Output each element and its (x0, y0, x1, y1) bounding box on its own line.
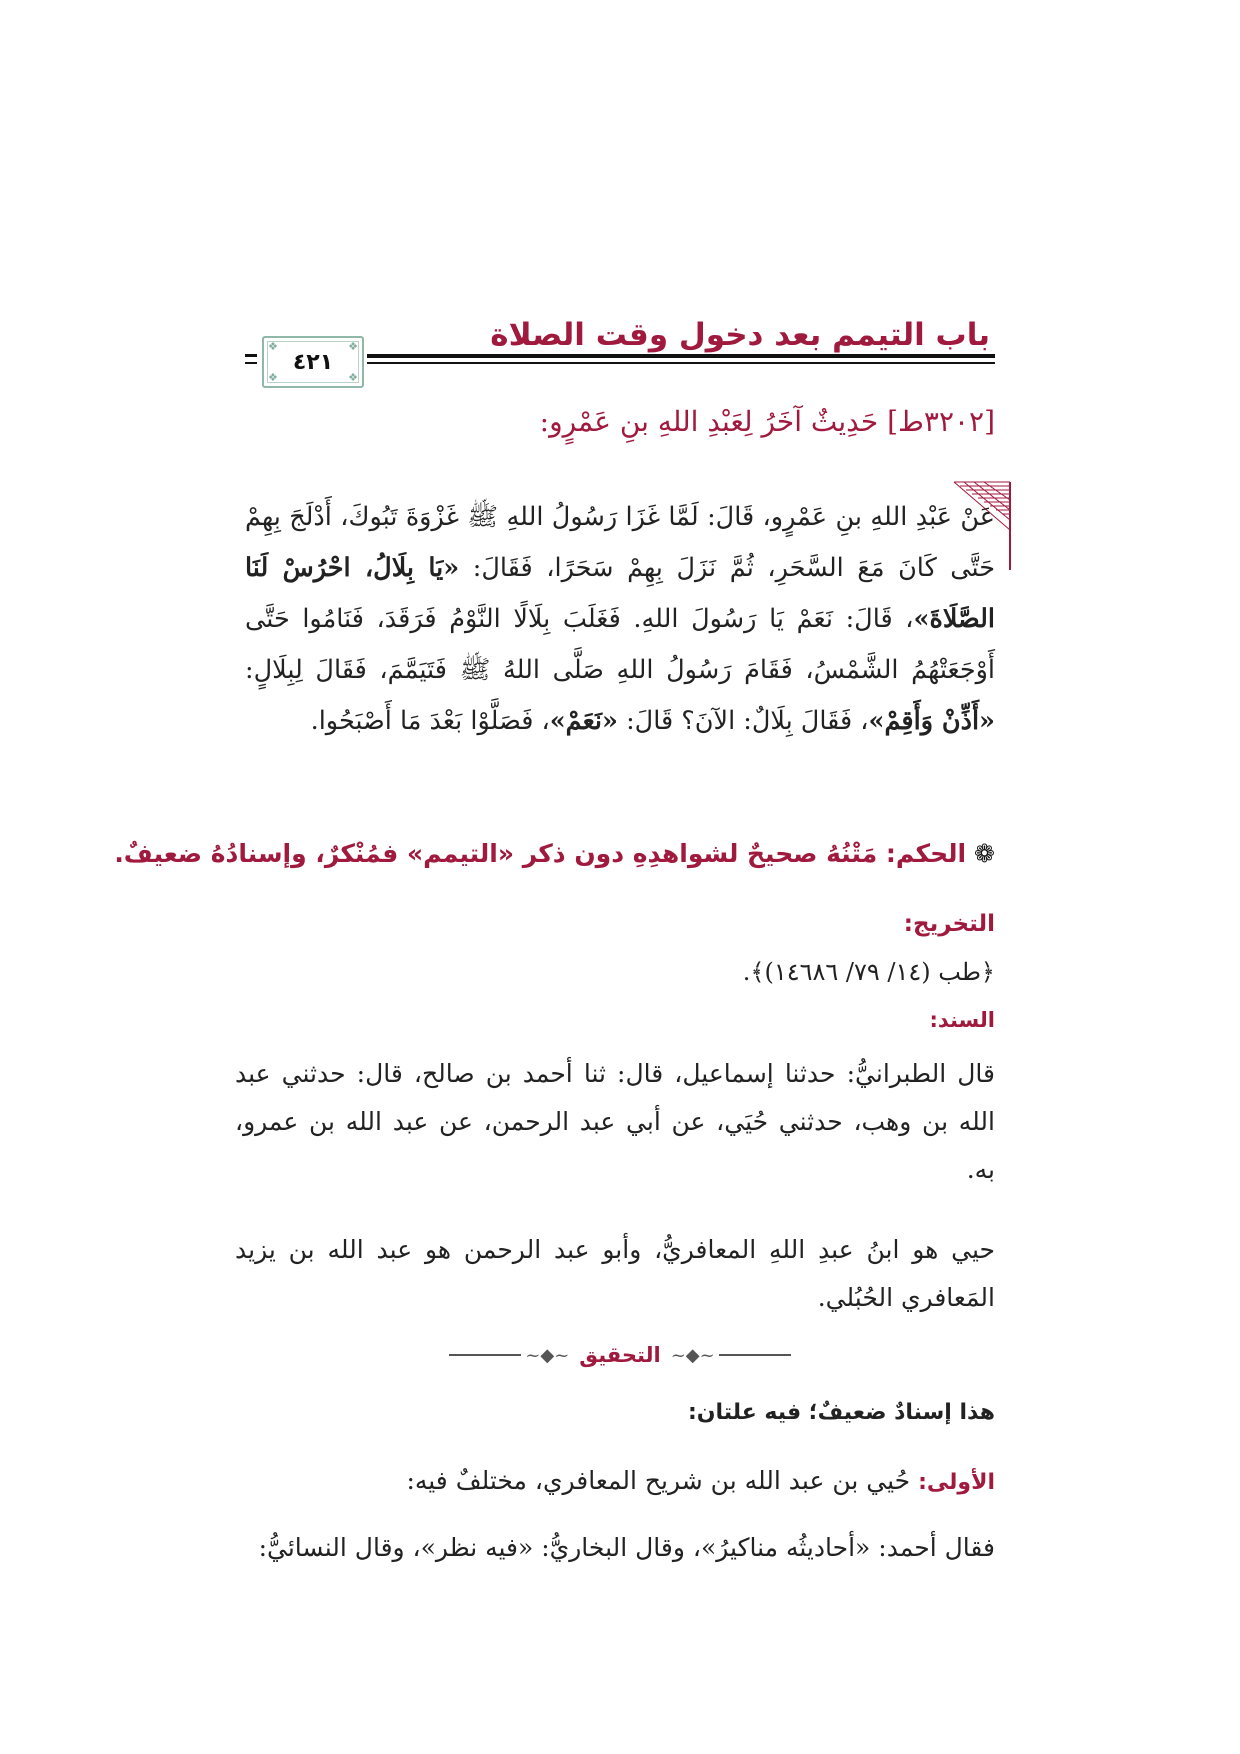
frame-corner-ornament-icon: ❖ (268, 340, 278, 353)
hadith-title (235, 398, 995, 446)
prophet-quote: «يَا بِلَالُ، احْرُسْ لَنَا الصَّلَاةَ» (245, 553, 995, 634)
frame-corner-ornament-icon: ❖ (348, 340, 358, 353)
takhrij-label: التخريج: (903, 911, 995, 937)
page-number-frame (262, 336, 364, 388)
frame-corner-ornament-icon: ❖ (348, 371, 358, 384)
page-number: ٤٢١ (292, 349, 334, 375)
matn-part: ، فَقَالَ بِلَالٌ: الآنَ؟ قَالَ: (626, 706, 869, 736)
sanad-paragraph: قال الطبرانيُّ: حدثنا إسماعيل، قال: ثنا أحمد بن صالح، قال: حدثني عبد الله بن وهب، حدثني حُيَي، عن أبي عبد الرحمن، عن عبد الله بن عمرو، به. (235, 1059, 995, 1184)
matn-part: ، فَصَلَّوْا بَعْدَ مَا أَصْبَحُوا. (310, 706, 550, 736)
prophet-quote: «نَعَمْ» (549, 706, 618, 736)
first-illa (235, 1458, 995, 1504)
tahqiq-heading: هذا إسنادٌ ضعيفٌ؛ فيه علتان: (687, 1400, 995, 1425)
tahqiq-label: التحقيق (579, 1343, 661, 1367)
frame-corner-ornament-icon: ❖ (268, 371, 278, 384)
tahqiq-divider (420, 1338, 820, 1372)
swirl-ornament-icon: ~◆~ (670, 1344, 715, 1366)
flower-bullet-icon: ❁ (974, 839, 995, 868)
critics-quotes: فقال أحمد: «أحاديثُه مناكيرُ»، وقال البخاريُّ: «فيه نظر»، وقال النسائيُّ: (258, 1533, 995, 1562)
matn-part: عَنْ عَبْدِ اللهِ بنِ عَمْرٍو، قَالَ: لَمَّا غَزَا رَسُولُ اللهِ ﷺ غَزْوَةَ تَبُوكَ، أَدْلَجَ بِهِمْ حَتَّى كَانَ مَعَ السَّحَرِ، ثُمَّ نَزَلَ بِهِمْ سَحَرًا، فَقَالَ: (245, 502, 995, 583)
first-illa-text: حُيي بن عبد الله بن شريح المعافري، مختلفٌ فيه: (406, 1466, 911, 1495)
sanad-label: السند: (929, 1008, 995, 1032)
swirl-ornament-icon: ~◆~ (525, 1344, 570, 1366)
hukm-label: الحكم: (885, 839, 967, 868)
header-rule-left-thin (245, 362, 257, 364)
first-illa-label: الأولى: (918, 1470, 995, 1495)
hukm-text: مَتْنُهُ صحيحٌ لشواهدِهِ دون ذكر «التيمم» فمُنْكرٌ، وإسنادُهُ ضعيفٌ. (114, 839, 878, 868)
running-header-title: باب التيمم بعد دخول وقت الصلاة (490, 317, 990, 353)
hadith-matn (245, 492, 995, 747)
header-rule-thick (367, 354, 995, 358)
hadith-title-text: حَدِيثٌ آخَرُ لِعَبْدِ اللهِ بنِ عَمْرٍو: (539, 405, 879, 438)
matn-part: ، قَالَ: نَعَمْ يَا رَسُولَ اللهِ. فَغَلَبَ بِلَالًا النَّوْمُ فَرَقَدَ، فَنَامُوا حَتَّى أَوْجَعَتْهُمُ الشَّمْسُ، فَقَامَ رَسُولُ اللهِ صَلَّى اللهُ ﷺ فَتَيَمَّمَ، فَقَالَ لِبِلَالٍ: (245, 604, 995, 685)
narrators-explanation: حيي هو ابنُ عبدِ اللهِ المعافريُّ، وأبو عبد الرحمن هو عبد الله بن يزيد المَعافري الحُبُلي. (235, 1235, 995, 1312)
hukm-line (114, 832, 995, 876)
hadith-number: [٣٢٠٢ط] (887, 405, 995, 438)
header-rule-thin (367, 362, 995, 364)
divider-line (449, 1354, 521, 1356)
prophet-quote: «أَذِّنْ وَأَقِمْ» (868, 706, 995, 736)
header-rule-left-thick (245, 354, 257, 357)
divider-line (719, 1354, 791, 1356)
takhrij-text: ﴿طب (١٤/ ٧٩/ ١٤٦٨٦)﴾. (742, 958, 995, 986)
